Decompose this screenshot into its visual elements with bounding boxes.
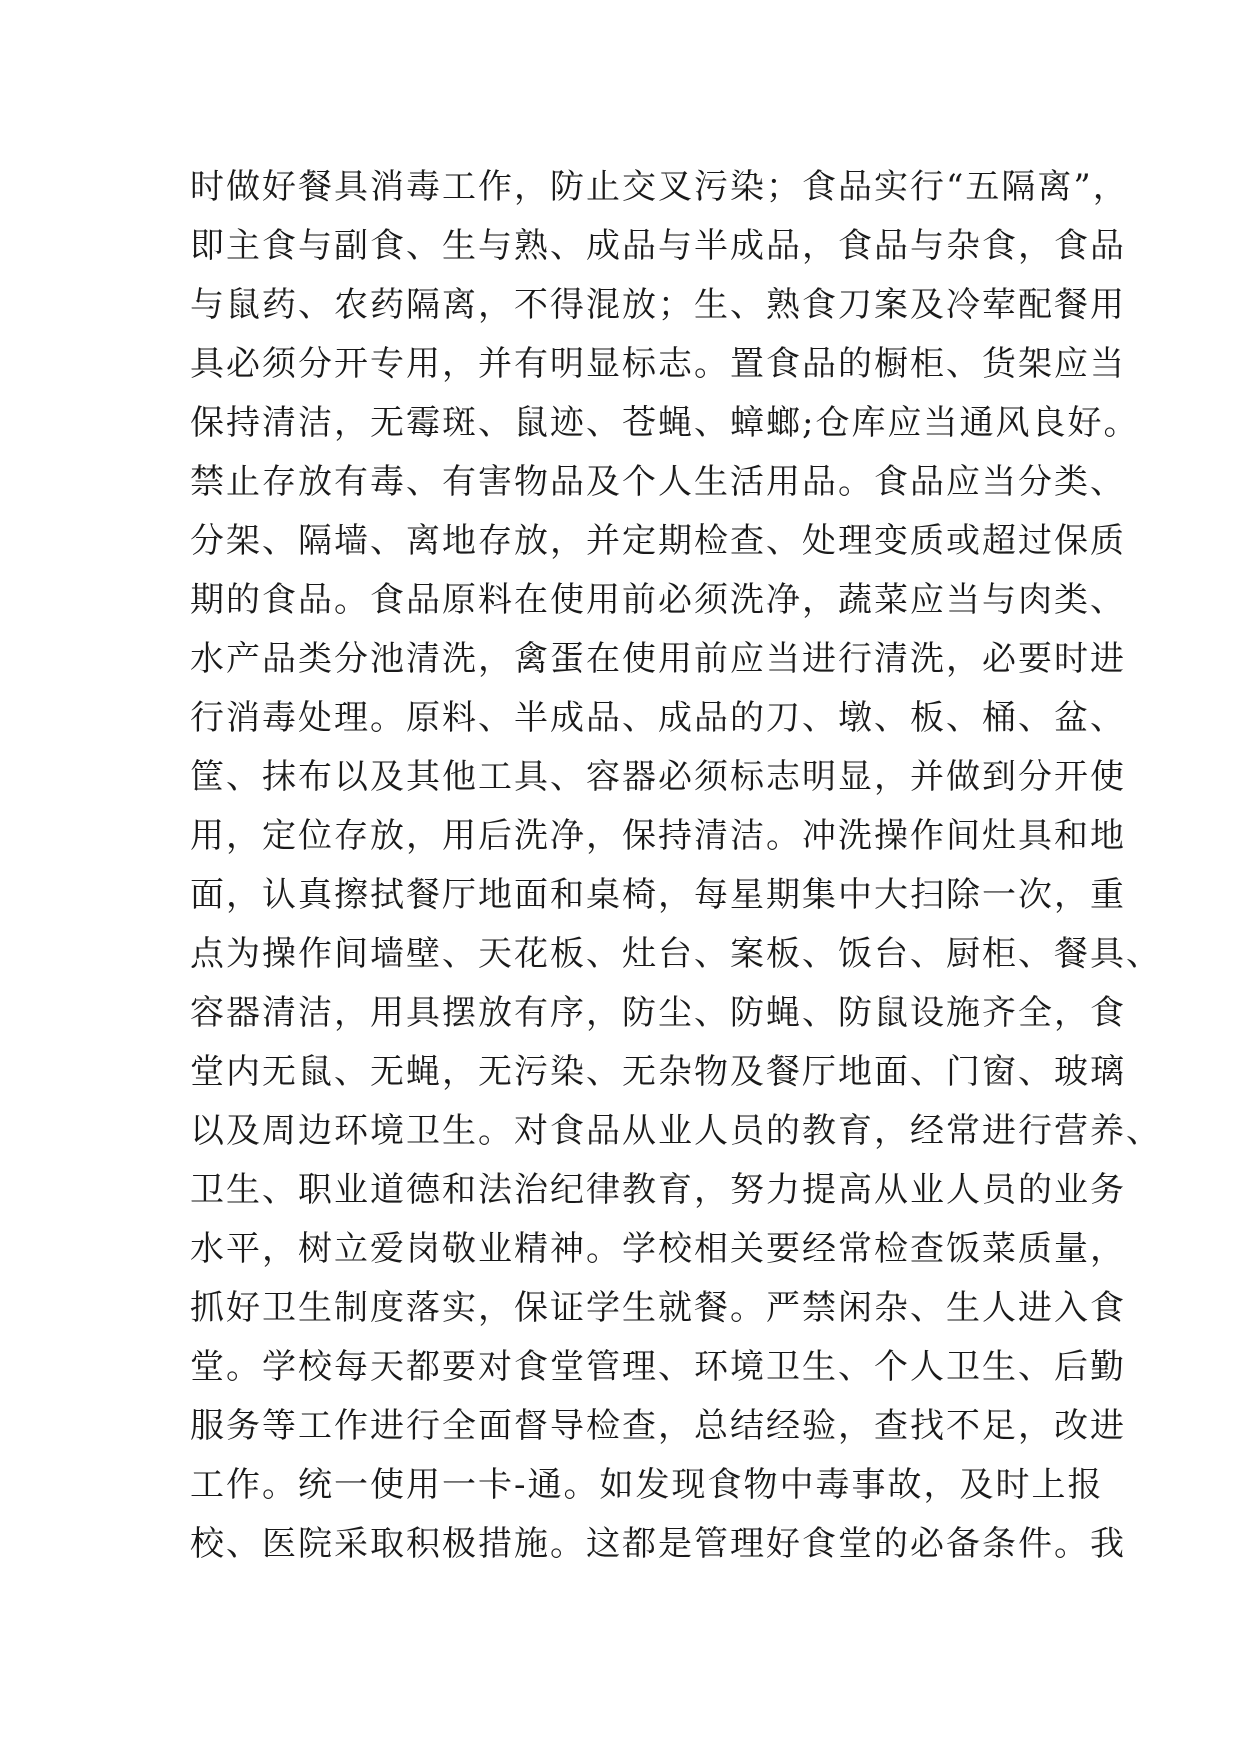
text-line: 保持清洁，无霉斑、鼠迹、苍蝇、蟑螂;仓库应当通风良好。 <box>190 403 1140 443</box>
text-line: 抓好卫生制度落实，保证学生就餐。严禁闲杂、生人进入食 <box>190 1288 1126 1328</box>
text-line: 时做好餐具消毒工作，防止交叉污染；食品实行“五隔离”， <box>190 167 1129 207</box>
text-line: 分架、隔墙、离地存放，并定期检查、处理变质或超过保质 <box>190 521 1126 561</box>
text-line: 工作。统一使用一卡-通。如发现食物中毒事故，及时上报 <box>190 1465 1104 1505</box>
text-line: 与鼠药、农药隔离，不得混放；生、熟食刀案及冷荤配餐用 <box>190 285 1126 325</box>
text-line: 水平，树立爱岗敬业精神。学校相关要经常检查饭菜质量， <box>190 1229 1126 1269</box>
text-line: 堂。学校每天都要对食堂管理、环境卫生、个人卫生、后勤 <box>190 1347 1126 1387</box>
text-line: 以及周边环境卫生。对食品从业人员的教育，经常进行营养、 <box>190 1111 1162 1151</box>
text-line: 点为操作间墙壁、天花板、灶台、案板、饭台、厨柜、餐具、 <box>190 934 1162 974</box>
text-line: 用，定位存放，用后洗净，保持清洁。冲洗操作间灶具和地 <box>190 816 1126 856</box>
text-line: 筐、抹布以及其他工具、容器必须标志明显，并做到分开使 <box>190 757 1126 797</box>
text-line: 服务等工作进行全面督导检查，总结经验，查找不足，改进 <box>190 1406 1126 1446</box>
text-line: 面，认真擦拭餐厅地面和桌椅，每星期集中大扫除一次，重 <box>190 875 1126 915</box>
text-line: 校、医院采取积极措施。这都是管理好食堂的必备条件。我 <box>190 1524 1126 1564</box>
text-line: 禁止存放有毒、有害物品及个人生活用品。食品应当分类、 <box>190 462 1126 502</box>
text-line: 卫生、职业道德和法治纪律教育，努力提高从业人员的业务 <box>190 1170 1126 1210</box>
text-line: 水产品类分池清洗，禽蛋在使用前应当进行清洗，必要时进 <box>190 639 1126 679</box>
text-line: 行消毒处理。原料、半成品、成品的刀、墩、板、桶、盆、 <box>190 698 1126 738</box>
text-line: 期的食品。食品原料在使用前必须洗净，蔬菜应当与肉类、 <box>190 580 1126 620</box>
body-paragraph <box>190 158 1162 1574</box>
text-line: 具必须分开专用，并有明显标志。置食品的橱柜、货架应当 <box>190 344 1126 384</box>
text-line: 堂内无鼠、无蝇，无污染、无杂物及餐厅地面、门窗、玻璃 <box>190 1052 1126 1092</box>
text-line: 容器清洁，用具摆放有序，防尘、防蝇、防鼠设施齐全，食 <box>190 993 1126 1033</box>
text-line: 即主食与副食、生与熟、成品与半成品，食品与杂食，食品 <box>190 226 1126 266</box>
